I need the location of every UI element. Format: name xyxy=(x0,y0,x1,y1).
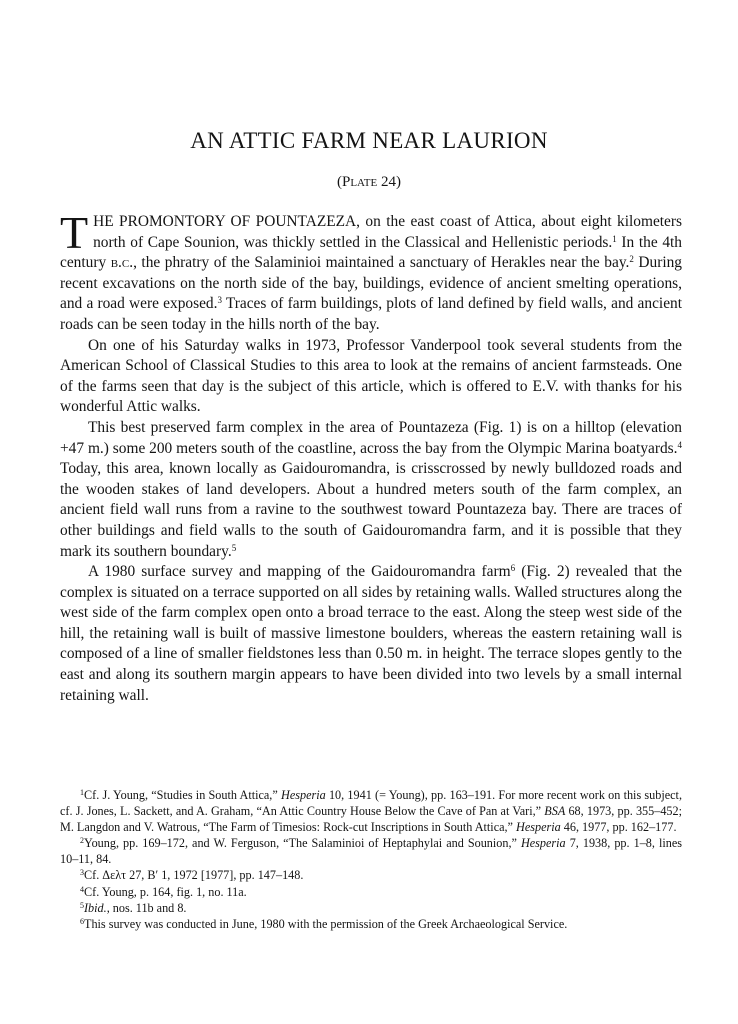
footnote-1 xyxy=(60,787,682,835)
footnote-number: 1 xyxy=(80,788,84,797)
article-body xyxy=(60,207,683,706)
drop-cap: T xyxy=(60,207,89,258)
text-run: Traces of farm buildings, plots of land defined by field walls, and ancient roads can be seen today in the hills north of the bay. xyxy=(60,295,682,333)
text-run: , the phratry of the Salaminioi maintained a sanctuary of Herakles near the bay. xyxy=(133,254,630,272)
footnote-2 xyxy=(60,835,682,867)
footnote-number: 4 xyxy=(80,884,84,894)
era-abbreviation: b.c. xyxy=(110,254,134,272)
footnote-number: 5 xyxy=(80,900,84,910)
text-run: , nos. 11b and 8. xyxy=(106,900,187,915)
footnote-6 xyxy=(60,916,682,932)
footnote-ref-1[interactable]: 1 xyxy=(612,233,617,244)
footnote-ref-5[interactable]: 5 xyxy=(231,542,237,553)
footnote-number: 3 xyxy=(80,868,84,878)
text-run: In the 4th century xyxy=(60,233,682,272)
paragraph-1 xyxy=(60,207,683,336)
footnotes xyxy=(60,787,682,932)
paragraph-opening-caps: HE PROMONTORY OF POUNTAZEZA xyxy=(93,213,357,230)
footnote-number: 6 xyxy=(80,916,84,926)
paragraph-4 xyxy=(60,562,682,706)
text-run: This survey was conducted in June, 1980 with the permission of the Greek Archaeological Service. xyxy=(84,916,568,931)
footnote-4 xyxy=(60,884,682,900)
footnote-5 xyxy=(60,900,682,916)
text-run: 46, 1977, pp. 162–177. xyxy=(560,820,677,835)
text-run: 68, 1973, pp. 355–452; M. Langdon and V. Watrous, “The Farm of Timesios: Rock-cut Inscriptions in South Attica,” xyxy=(60,804,682,835)
footnote-ref-2[interactable]: 2 xyxy=(629,254,634,265)
ibid-abbreviation: Ibid. xyxy=(84,900,107,915)
text-run: Today, this area, known locally as Gaidouromandra, is crisscrossed by newly bulldozed roads and the wooden stakes of land developers. About a hundred meters south of the farm complex, an ancient field wall runs from a ravine to the southwest toward Pountazeza bay. There are traces of other buildings and field walls to the south of Gaidouromandra farm, and it is possible that they mark its southern boundary. xyxy=(60,460,682,560)
footnote-ref-4[interactable]: 4 xyxy=(677,439,682,450)
text-run: 7, 1938, pp. 1–8, lines 10–11, 84. xyxy=(60,836,682,867)
journal-title: Δελτ xyxy=(102,868,127,883)
footnote-3 xyxy=(60,867,682,883)
plate-open-paren: ( xyxy=(337,174,342,190)
journal-title: Hesperia xyxy=(516,820,561,835)
footnote-ref-6[interactable]: 6 xyxy=(510,563,516,574)
plate-label: Plate 24 xyxy=(342,174,396,190)
paragraph-2: On one of his Saturday walks in 1973, Professor Vanderpool took several students from the American School of Classical Studies to this area to look at the remains of ancient farmsteads. One of the farms seen that day is the subject of this article, which is offered to E.V. with thanks for his wonderful Attic walks. xyxy=(60,336,682,416)
text-run: Cf. Young, p. 164, fig. 1, no. 11a. xyxy=(84,884,247,899)
footnote-number: 2 xyxy=(80,836,84,846)
plate-close-paren: ) xyxy=(395,174,401,190)
paragraph-3 xyxy=(60,418,682,562)
text-run: 10, 1941 (= Young), pp. 163–191. For more recent work on this subject, cf. J. Jones, L. Sackett, and A. Graham, “An Attic Country House Below the Cave of Pan at Vari,” xyxy=(60,788,682,819)
text-run: 27, Bʹ 1, 1972 [1977], pp. 147–148. xyxy=(126,868,304,883)
text-run: A 1980 surface survey and mapping of the Gaidouromandra farm xyxy=(88,563,511,581)
article-title: AN ATTIC FARM NEAR LAURION xyxy=(190,128,548,153)
text-run: This best preserved farm complex in the area of Pountazeza (Fig. 1) is on a hilltop (elevation +47 m.) some 200 meters south of the coastline, across the bay from the Olympic Marina boatyards. xyxy=(60,418,682,457)
text-run: During recent excavations on the north side of the bay, buildings, evidence of ancient smelting operations, and a road were exposed. xyxy=(60,254,683,313)
text-run: Cf. xyxy=(84,868,103,883)
text-run: Young, pp. 169–172, and W. Ferguson, “The Salaminioi of Heptaphylai and Sounion,” xyxy=(84,836,521,851)
footnote-ref-3[interactable]: 3 xyxy=(217,295,222,306)
text-run: , on the east coast of Attica, about eight kilometers north of Cape Sounion, was thickly settled in the Classical and Hellenistic periods. xyxy=(93,213,682,251)
plate-reference xyxy=(0,174,738,191)
journal-title: Hesperia xyxy=(520,836,566,851)
text-run: Cf. J. Young, “Studies in South Attica,” xyxy=(84,788,282,802)
journal-title: BSA xyxy=(544,804,566,819)
text-run: (Fig. 2) revealed that the complex is situated on a terrace supported on all sides by retaining walls. Walled structures along the west side of the farm complex open onto a broad terrace to the east. Along the steep west side of the hill, the retaining wall is built of massive limestone boulders, whereas the eastern retaining wall is composed of a line of smaller fieldstones less than 0.50 m. in height. The terrace slopes gently to the east and along its southern margin appears to have been divided into two levels by a small internal retaining wall. xyxy=(60,563,682,704)
journal-title: Hesperia xyxy=(281,788,326,802)
